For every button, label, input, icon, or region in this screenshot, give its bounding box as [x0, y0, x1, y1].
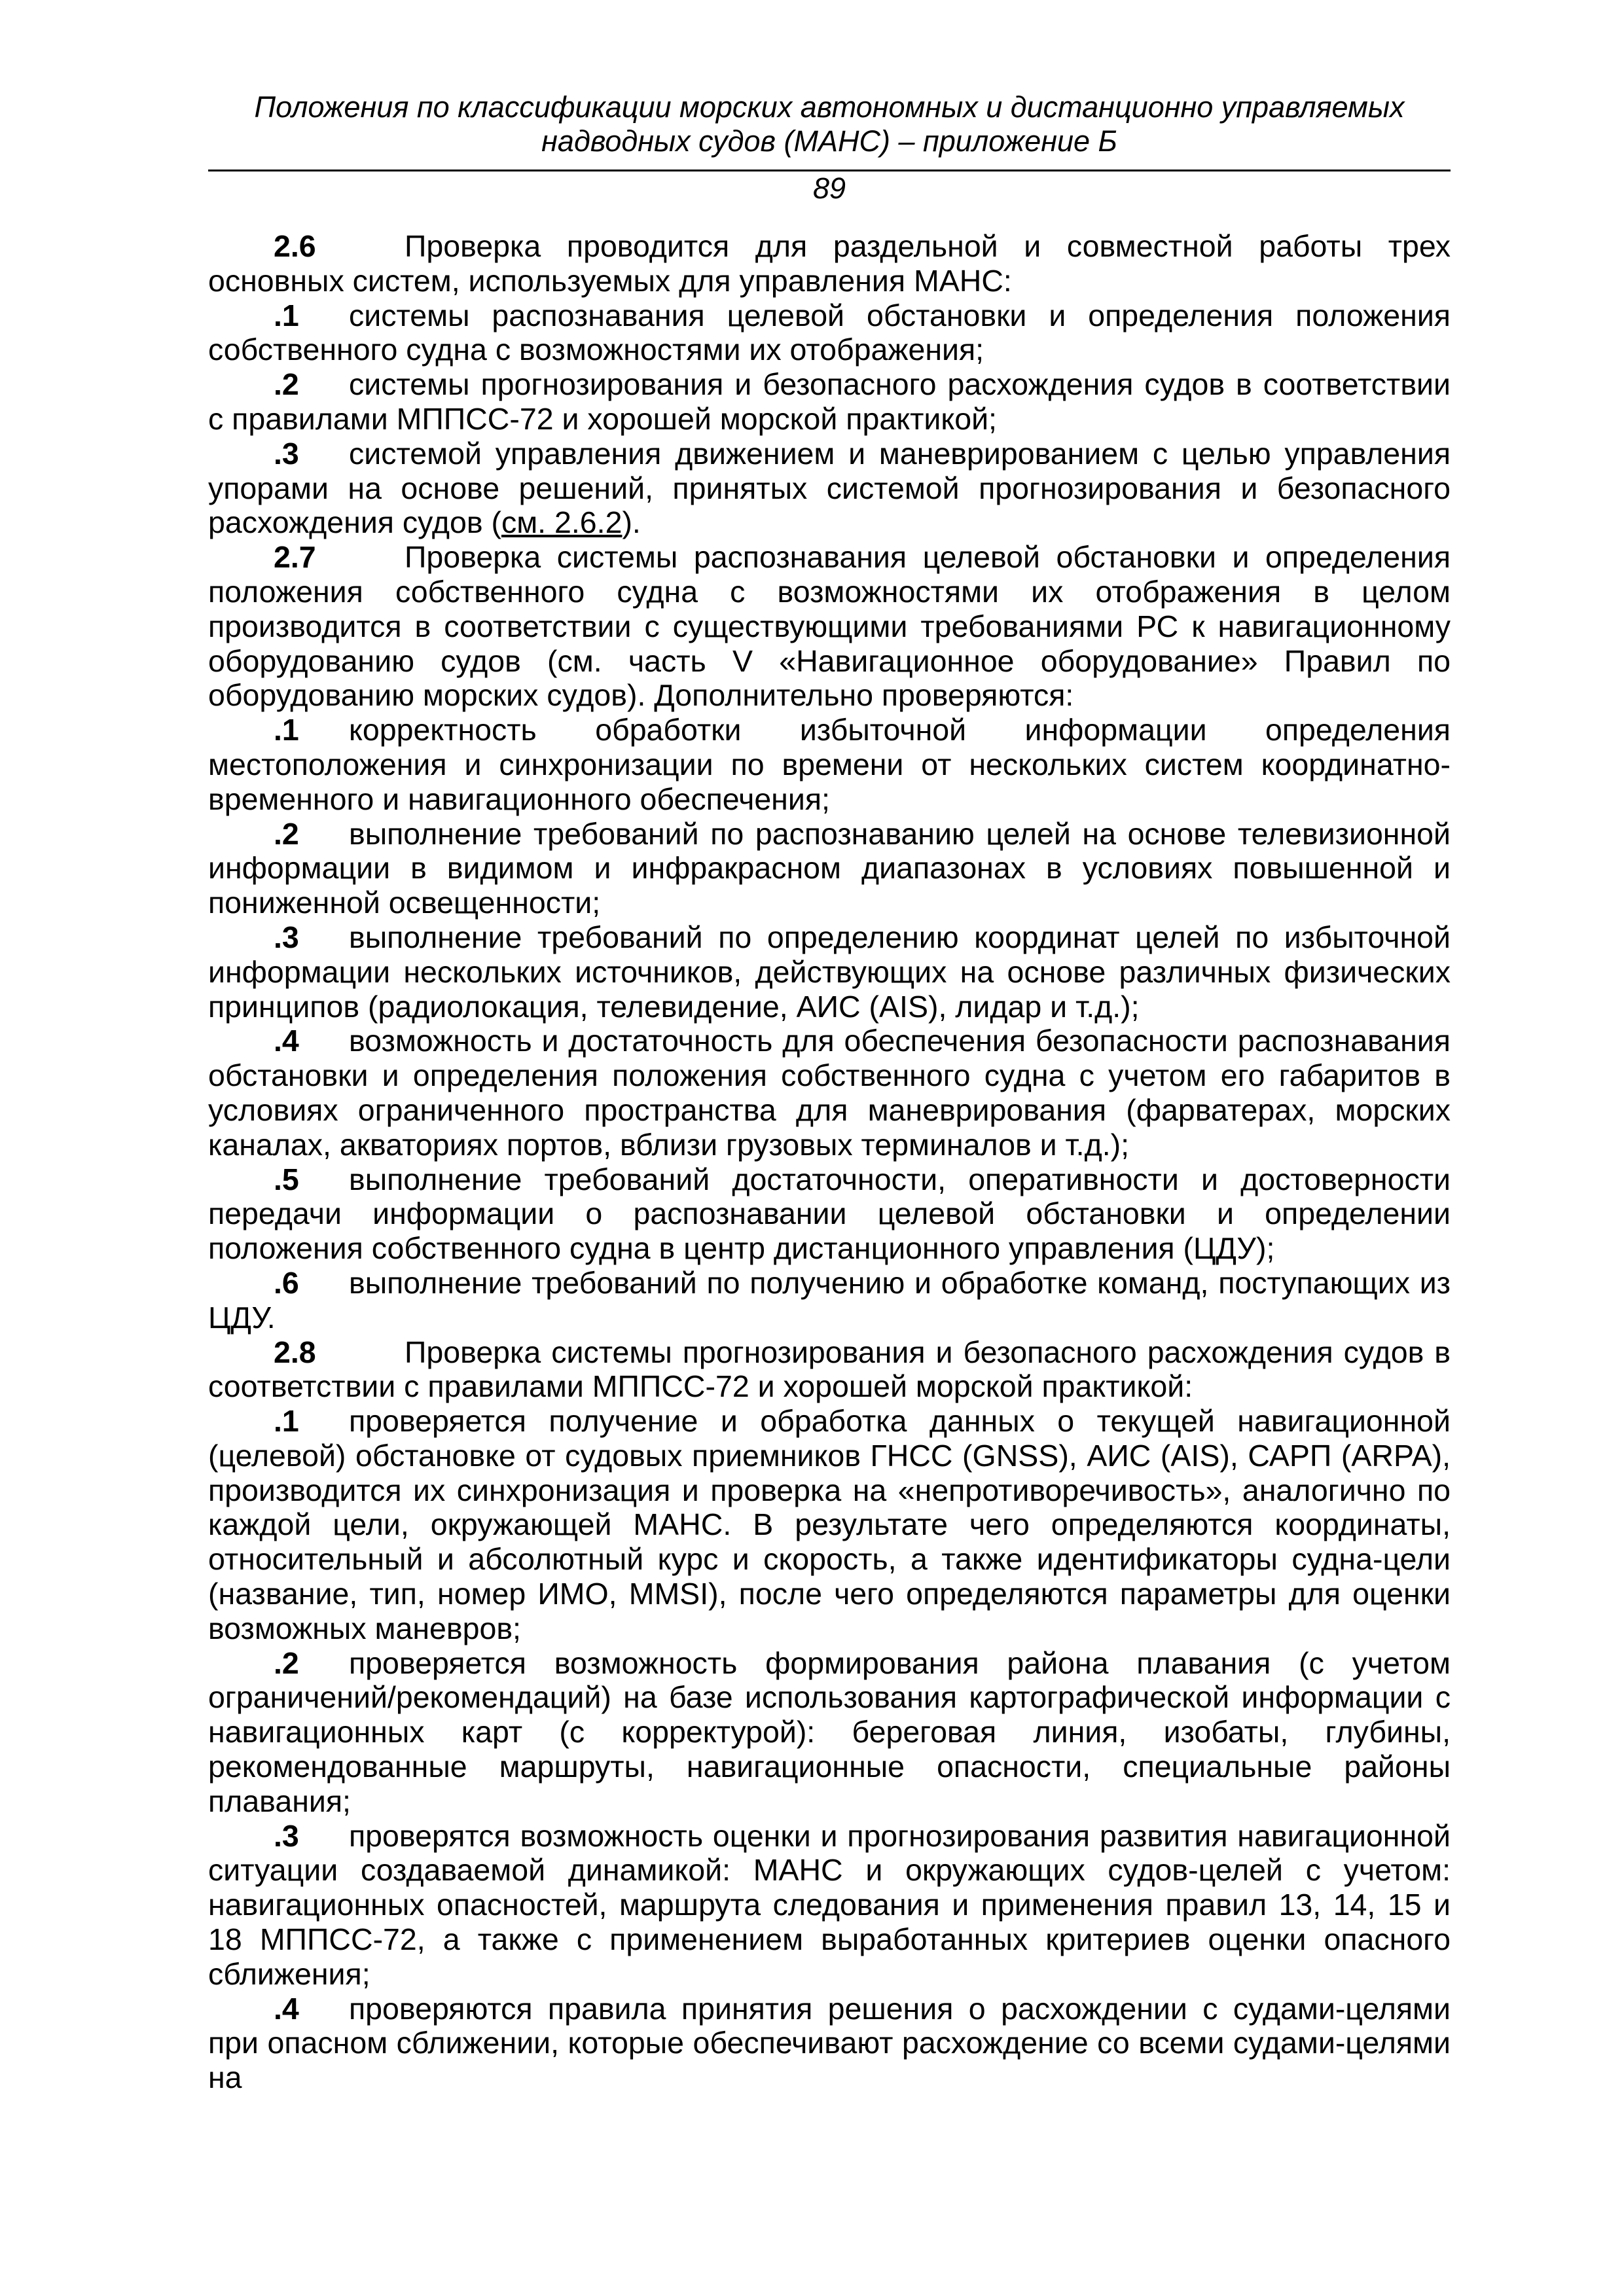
- header-line-2: надводных судов (МАНС) – приложение Б: [541, 124, 1117, 158]
- section-text: Проверка системы распознавания целевой обстановки и определения положения собственного судна с возможностями их отображения в целом производится в соответствии с существующими требованиями РС к навигационному оборудованию судов (см. часть V «Навигационное оборудование» Правил по оборудованию морских судов). Дополнительно проверяются:: [208, 540, 1451, 713]
- item-2-7-5: [208, 1162, 1451, 1266]
- item-text: проверяется получение и обработка данных о текущей навигационной (целевой) обстановке от судовых приемников ГНСС (GNSS), АИС (AIS), САРП (ARPA), производится их синхронизация и проверка на «непротиворечивость», аналогично по каждой цели, окружающей МАНС. В результате чего определяются координаты, относительный и абсолютный курс и скорость, а также идентификаторы судна-цели (название, тип, номер ИМО, MMSI), после чего определяются параметры для оценки возможных маневров;: [208, 1404, 1451, 1645]
- section-number: 2.6: [274, 229, 316, 263]
- item-number: .6: [274, 1265, 299, 1300]
- item-text: выполнение требований достаточности, оперативности и достоверности передачи информации о распознавании целевой обстановки и определении положения собственного судна в центр дистанционного управления (ЦДУ);: [208, 1162, 1451, 1266]
- header-line-1: Положения по классификации морских автономных и дистанционно управляемых: [254, 90, 1405, 124]
- item-text: проверяется возможность формирования района плавания (с учетом ограничений/рекомендаций) на базе использования картографической информации с навигационных карт (с корректурой): береговая линия, изобаты, глубины, рекомендованные маршруты, навигационные опасности, специальные районы плавания;: [208, 1645, 1451, 1818]
- page-number: 89: [812, 171, 846, 205]
- item-number: .2: [274, 1645, 299, 1680]
- item-2-7-1: [208, 713, 1451, 816]
- item-2-6-1: [208, 298, 1451, 368]
- item-number: .2: [274, 816, 299, 851]
- item-number: .1: [274, 713, 299, 747]
- item-text: проверяются правила принятия решения о расхождении с судами-целями при опасном сближении, которые обеспечивают расхождение со всеми судами-целями на: [208, 1991, 1451, 2095]
- item-text: системы распознавания целевой обстановки и определения положения собственного судна с возможностями их отображения;: [208, 298, 1451, 367]
- running-header: [208, 90, 1451, 158]
- item-2-7-3: [208, 920, 1451, 1024]
- item-2-8-1: [208, 1404, 1451, 1646]
- item-text: возможность и достаточность для обеспечения безопасности распознавания обстановки и определения положения собственного судна с учетом его габаритов в условиях ограниченного пространства для маневрирования (фарватерах, морских каналах, акваториях портов, вблизи грузовых терминалов и т.д.);: [208, 1024, 1451, 1162]
- item-text: проверятся возможность оценки и прогнозирования развития навигационной ситуации создаваемой динамикой: МАНС и окружающих судов-целей с учетом: навигационных опасностей, маршрута следования и применения правил 13, 14, 15 и 18 МППСС-72, а также с применением выработанных критериев оценки опасного сближения;: [208, 1818, 1451, 1991]
- item-number: .3: [274, 436, 299, 471]
- item-2-6-2: [208, 367, 1451, 437]
- item-text: выполнение требований по получению и обработке команд, поступающих из ЦДУ.: [208, 1265, 1451, 1335]
- item-2-8-2: [208, 1646, 1451, 1819]
- item-text: системы прогнозирования и безопасного расхождения судов в соответствии с правилами МППСС-72 и хорошей морской практикой;: [208, 367, 1451, 436]
- item-number: .4: [274, 1991, 299, 2026]
- item-2-8-3: [208, 1819, 1451, 1992]
- item-number: .5: [274, 1162, 299, 1196]
- section-2-8: [208, 1335, 1451, 1405]
- item-number: .1: [274, 298, 299, 332]
- section-number: 2.8: [274, 1335, 316, 1369]
- item-text: системой управления движением и маневрированием с целью управления упорами на основе решений, принятых системой прогнозирования и безопасного расхождения судов (: [208, 436, 1451, 540]
- item-2-7-2: [208, 817, 1451, 920]
- item-number: .3: [274, 1818, 299, 1853]
- item-number: .4: [274, 1024, 299, 1058]
- item-text: корректность обработки избыточной информации определения местоположения и синхронизации по времени от нескольких систем координатно-временного и навигационного обеспечения;: [208, 713, 1451, 816]
- section-2-6: [208, 229, 1451, 298]
- item-number: .3: [274, 920, 299, 954]
- item-text-end: ).: [622, 505, 641, 540]
- item-2-8-4: [208, 1992, 1451, 2095]
- item-number: .2: [274, 367, 299, 402]
- page-body: [208, 229, 1451, 2095]
- item-2-6-3: [208, 437, 1451, 540]
- item-2-7-6: [208, 1266, 1451, 1335]
- item-text: выполнение требований по распознаванию целей на основе телевизионной информации в видимом и инфракрасном диапазонах в условиях повышенной и пониженной освещенности;: [208, 816, 1451, 920]
- section-text: Проверка системы прогнозирования и безопасного расхождения судов в соответствии с правилами МППСС-72 и хорошей морской практикой:: [208, 1335, 1451, 1404]
- section-number: 2.7: [274, 540, 316, 575]
- cross-reference-link[interactable]: см. 2.6.2: [501, 505, 623, 540]
- section-text: Проверка проводится для раздельной и совместной работы трех основных систем, используемых для управления МАНС:: [208, 229, 1451, 298]
- section-2-7: [208, 540, 1451, 713]
- item-text: выполнение требований по определению координат целей по избыточной информации нескольких источников, действующих на основе различных физических принципов (радиолокация, телевидение, АИС (AIS), лидар и т.д.);: [208, 920, 1451, 1024]
- item-2-7-4: [208, 1024, 1451, 1162]
- item-number: .1: [274, 1404, 299, 1439]
